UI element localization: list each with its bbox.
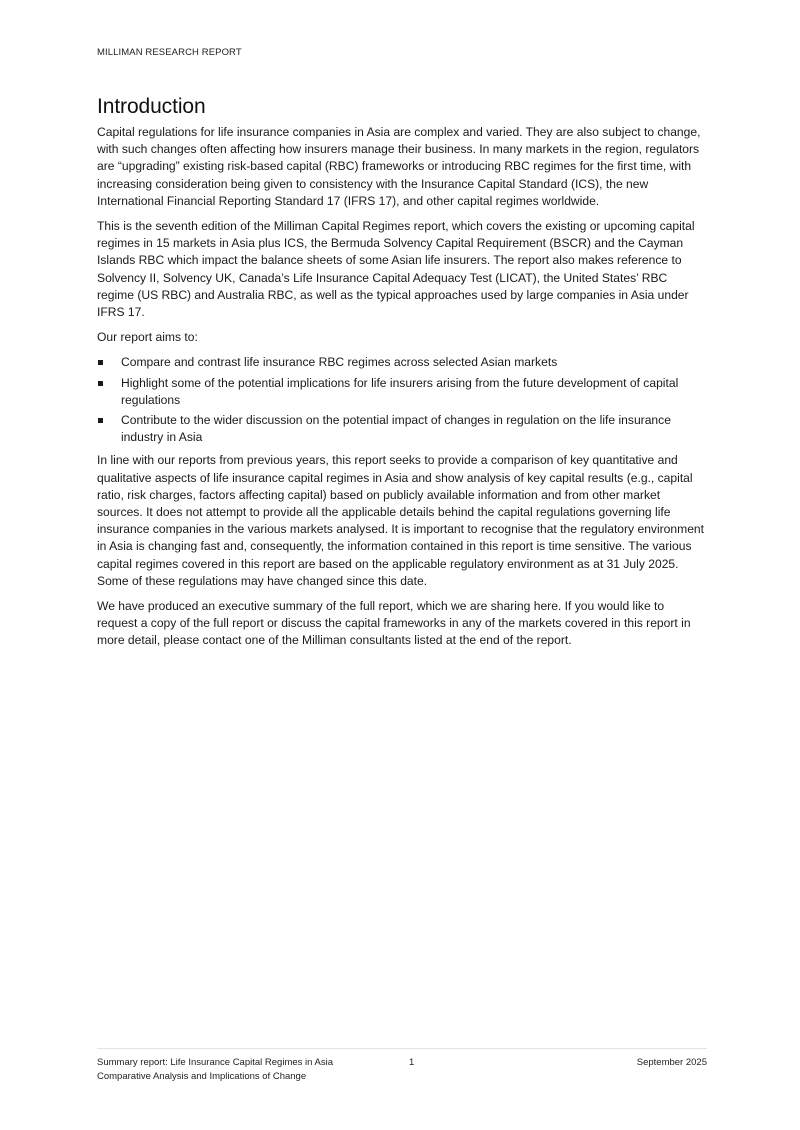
paragraph-report-aims: Our report aims to: xyxy=(97,330,198,345)
list-item xyxy=(97,375,707,409)
list-item xyxy=(97,354,707,371)
footer-divider xyxy=(97,1048,707,1049)
paragraph-executive-summary: We have produced an executive summary of the full report, which we are sharing here. If you would like to request a copy of the full report or discuss the capital frameworks in any of the markets covered in this report in more detail, please contact one of the Milliman consultants listed at the end of the report. xyxy=(97,599,691,648)
footer-title-line-1: Summary report: Life Insurance Capital Regimes in Asia xyxy=(97,1057,334,1068)
list-item xyxy=(97,412,707,446)
square-bullet-icon xyxy=(98,418,103,423)
page-number: 1 xyxy=(409,1057,415,1068)
paragraph-comparison-scope: In line with our reports from previous years, this report seeks to provide a comparison of key quantitative and qualitative aspects of life insurance capital regimes in Asia and show analysis of key capital results (e.g., capital ratio, risk charges, factors affecting capital) based on publicly available information and from other market sources. It does not attempt to provide all the applicable details behind the capital regulations governing life insurance companies in the various markets analysed. It is important to recognise that the regulatory environment in Asia is changing fast and, consequently, the information contained in this report is time sensitive. The various capital regimes covered in this report are based on the applicable regulatory environment as at 31 July 2025. Some of these regulations may have changed since this date. xyxy=(97,453,705,588)
bullet-text: Contribute to the wider discussion on the potential impact of changes in regulation on the life insurance industry in Asia xyxy=(121,413,671,445)
paragraph-seventh-edition: This is the seventh edition of the Milliman Capital Regimes report, which covers the existing or upcoming capital regimes in 15 markets in Asia plus ICS, the Bermuda Solvency Capital Requirement (BSCR) and the Cayman Islands RBC which impact the balance sheets of some Asian life insurers. The report also makes reference to Solvency II, Solvency UK, Canada’s Life Insurance Capital Adequacy Test (LICAT), the United States’ RBC regime (US RBC) and Australia RBC, as well as the typical approaches used by large companies in Asia under IFRS 17. xyxy=(97,219,695,320)
square-bullet-icon xyxy=(98,360,103,365)
bullet-text: Compare and contrast life insurance RBC regimes across selected Asian markets xyxy=(121,355,558,370)
paragraph-capital-regulations: Capital regulations for life insurance companies in Asia are complex and varied. They are also subject to change, with such changes often affecting how insurers manage their business. In many markets in the region, regulators are “upgrading” existing risk-based capital (RBC) frameworks or introducing RBC regimes for the first time, with increasing consideration being given to consistency with the Insurance Capital Standard (ICS), the new International Financial Reporting Standard 17 (IFRS 17), and other capital regimes worldwide. xyxy=(97,125,701,208)
square-bullet-icon xyxy=(98,381,103,386)
aims-bullet-list xyxy=(97,354,707,446)
footer-date: September 2025 xyxy=(636,1057,707,1068)
main-content xyxy=(97,95,707,658)
running-header: MILLIMAN RESEARCH REPORT xyxy=(97,47,242,58)
page-title: Introduction xyxy=(97,95,206,118)
footer-title-line-2: Comparative Analysis and Implications of Change xyxy=(97,1070,307,1082)
footer-report-title xyxy=(97,1056,357,1083)
bullet-text: Highlight some of the potential implications for life insurers arising from the future development of capital regulations xyxy=(121,375,679,407)
